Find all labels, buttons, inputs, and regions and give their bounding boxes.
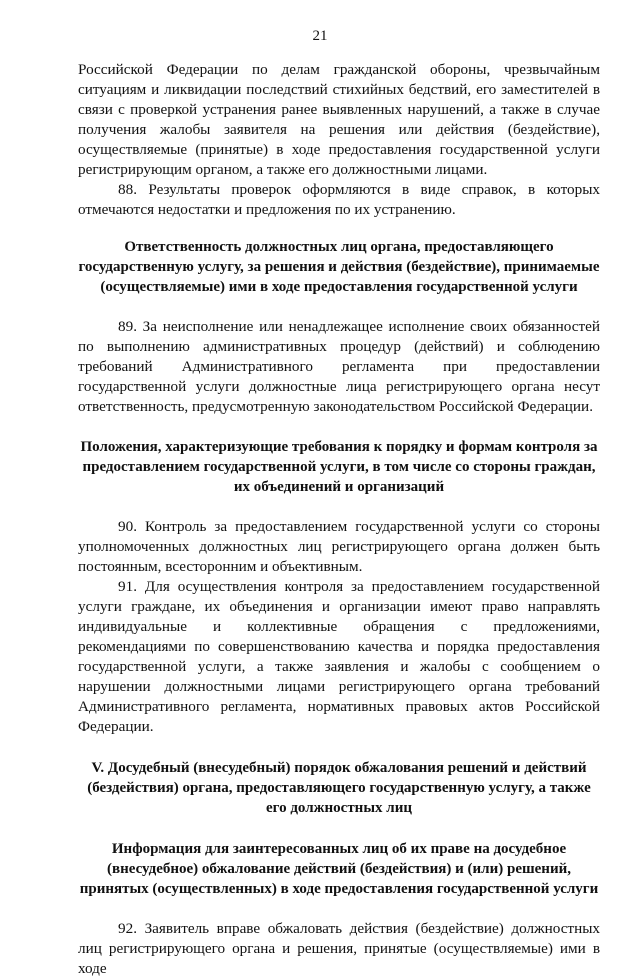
- heading-appeal-information: Информация для заинтересованных лиц об их праве на досудебное (внесудебное) обжалование действий (бездействия) и (или) решений, принятых (осуществленных) в ходе предоставления государственной услуги: [79, 841, 599, 897]
- paragraph-92: 92. Заявитель вправе обжаловать действия (бездействие) должностных лиц регистрирующего органа и решения, принятые (осуществляемые) ими в ходе: [78, 920, 600, 977]
- paragraph-89: 89. За неисполнение или ненадлежащее исполнение своих обязанностей по выполнению административных процедур (действий) и соблюдению требований Административного регламента при предоставлении государственной услуги должностные лица регистрирующего органа несут ответственность, предусмотренную законодательством Российской Федерации.: [78, 318, 600, 415]
- paragraph-88: 88. Результаты проверок оформляются в виде справок, в которых отмечаются недостатки и предложения по их устранению.: [78, 181, 600, 218]
- paragraph-90: 90. Контроль за предоставлением государственной услуги со стороны уполномоченных должностных лиц регистрирующего органа должен быть постоянным, всесторонним и объективным.: [78, 518, 600, 575]
- page-content: [78, 60, 600, 979]
- paragraph-91: 91. Для осуществления контроля за предоставлением государственной услуги граждане, их объединения и организации имеют право направлять индивидуальные и коллективные обращения с предложениями, рекомендациями по совершенствованию качества и порядка предоставления государственной услуги, а также заявления и жалобы с сообщением о нарушении должностными лицами регистрирующего органа требований Административного регламента, нормативных правовых актов Российской Федерации.: [78, 578, 600, 735]
- paragraph-continuation: Российской Федерации по делам гражданской обороны, чрезвычайным ситуациям и ликвидации последствий стихийных бедствий, его заместителей в связи с проверкой устранения ранее выявленных нарушений, а также в случае получения жалобы заявителя на решения или действия (бездействие), осуществляемые (принятые) в ходе предоставления государственной услуги регистрирующим органом, а также его должностными лицами.: [78, 61, 600, 178]
- page-number: 21: [312, 28, 328, 44]
- heading-control-provisions: Положения, характеризующие требования к порядку и формам контроля за предоставлением государственной услуги, в том числе со стороны граждан, их объединений и организаций: [80, 439, 598, 495]
- heading-section-v: V. Досудебный (внесудебный) порядок обжалования решений и действий (бездействия) органа, предоставляющего государственную услугу, а также его должностных лиц: [87, 760, 591, 816]
- heading-responsibility: Ответственность должностных лиц органа, предоставляющего государственную услугу, за решения и действия (бездействие), принимаемые (осуществляемые) ими в ходе предоставления государственной услуги: [78, 239, 600, 295]
